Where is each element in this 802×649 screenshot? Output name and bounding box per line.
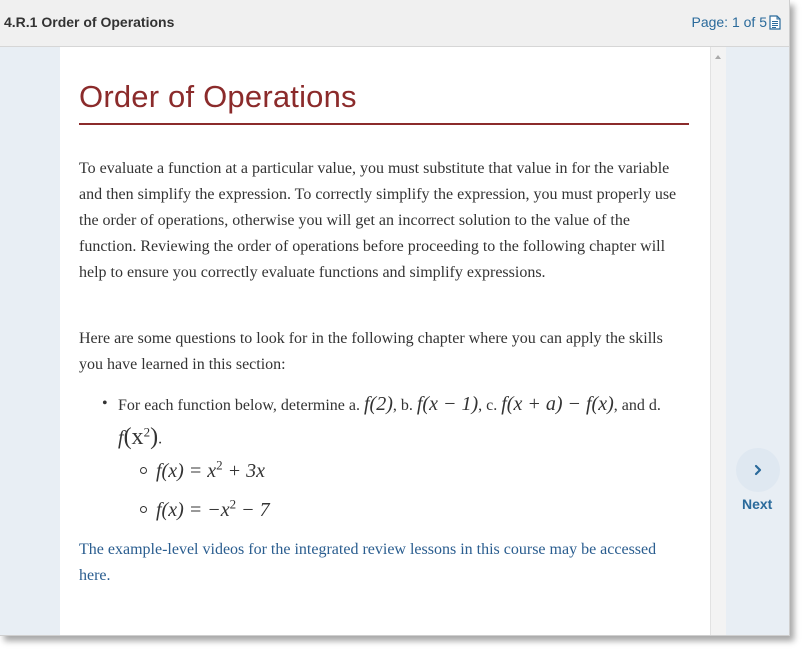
title-divider [79, 123, 689, 125]
chevron-right-icon [751, 463, 765, 477]
question-list [100, 391, 690, 453]
list-item [140, 457, 265, 483]
expression-d-open: (x [123, 423, 144, 450]
and-d-label: and d. [621, 397, 661, 414]
function-1-lhs: f(x) = x [156, 459, 217, 482]
videos-link[interactable]: The example-level videos for the integrated review lessons in this course may be accessed here. [79, 541, 657, 584]
document-icon[interactable] [769, 15, 781, 30]
function-2-rhs: − 7 [236, 498, 270, 521]
separator-c: , c. [478, 397, 498, 414]
page-title: Order of Operations [79, 79, 357, 114]
function-2 [156, 496, 270, 521]
content-area [0, 47, 789, 635]
expression-d-exponent: 2 [143, 424, 151, 439]
page-indicator[interactable] [691, 14, 781, 30]
function-1-exponent: 2 [216, 457, 223, 472]
list-item [140, 496, 270, 522]
expression-d [118, 423, 159, 450]
module-title: 4.R.1 Order of Operations [4, 14, 175, 30]
next-label[interactable]: Next [742, 496, 773, 512]
expression-b: f(x − 1) [416, 393, 479, 415]
function-2-exponent: 2 [229, 496, 237, 511]
scroll-up-arrow-icon[interactable] [715, 55, 721, 59]
top-bar [0, 0, 789, 47]
circle-bullet-icon [140, 506, 147, 513]
expression-a: f(2) [363, 393, 393, 415]
expression-c: f(x + a) − f(x) [501, 393, 614, 415]
lesson-content [60, 47, 710, 635]
expression-d-close: ) [150, 423, 159, 450]
next-button[interactable] [736, 448, 780, 492]
intro-paragraph: To evaluate a function at a particular value, you must substitute that value in for the variable and then simplify the expression. To correctly simplify the expression, you must properly use the order of operations, otherwise you will get an incorrect solution to the value of the function. Reviewing the order of operations before proceeding to the following chapter will help to ensure you correctly evaluate functions and simplify expressions. [79, 160, 677, 281]
circle-bullet-icon [140, 467, 147, 474]
list-item [100, 391, 690, 453]
bullet-icon: • [102, 395, 108, 412]
bullet-end: . [158, 430, 163, 448]
expression-d-f: f [118, 426, 124, 449]
vertical-scrollbar[interactable] [710, 47, 726, 635]
function-1 [156, 457, 266, 482]
separator-b: , b. [392, 397, 413, 414]
function-1-rhs: + 3x [222, 459, 266, 482]
separator-d: , [613, 397, 618, 414]
page-indicator-text: Page: 1 of 5 [691, 14, 767, 30]
bullet-intro: For each function below, determine a. [118, 397, 360, 414]
questions-paragraph: Here are some questions to look for in the following chapter where you can apply the skills you have learned in this section: [79, 330, 663, 373]
function-2-lhs: f(x) = −x [156, 498, 230, 521]
